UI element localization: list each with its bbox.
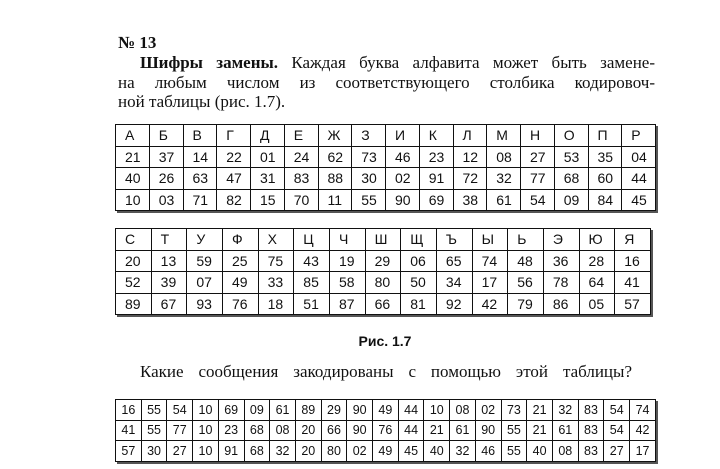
encoded-message-cell: 10: [424, 400, 450, 421]
code-cell: 87: [329, 293, 365, 315]
letter-cell: Е: [284, 125, 318, 147]
encoded-message-cell: 55: [501, 420, 527, 441]
encoded-message-cell: 08: [270, 420, 296, 441]
encoded-message-cell: 90: [347, 400, 373, 421]
table-row: [116, 168, 656, 190]
encoded-message-cell: 80: [321, 441, 347, 462]
code-cell: 74: [472, 250, 508, 272]
encoded-message-cell: 83: [578, 420, 604, 441]
letter-cell: Ф: [222, 229, 258, 251]
code-cell: 67: [151, 293, 187, 315]
letter-cell: Щ: [401, 229, 437, 251]
code-cell: 19: [329, 250, 365, 272]
code-cell: 54: [521, 189, 555, 211]
code-cell: 44: [622, 168, 656, 190]
encoded-messages-table: [115, 399, 656, 462]
code-cell: 93: [187, 293, 223, 315]
letter-cell: Р: [622, 125, 656, 147]
letter-cell: Ь: [508, 229, 544, 251]
code-cell: 48: [508, 250, 544, 272]
encoded-message-cell: 73: [501, 400, 527, 421]
code-cell: 37: [149, 146, 183, 168]
code-cell: 49: [222, 272, 258, 294]
letter-cell: Ш: [365, 229, 401, 251]
code-cell: 29: [365, 250, 401, 272]
exercise-number: № 13: [118, 33, 157, 52]
encoded-message-cell: 27: [167, 441, 193, 462]
letter-cell: Ц: [294, 229, 330, 251]
encoded-message-cell: 20: [295, 420, 321, 441]
encoded-message-cell: 61: [270, 400, 296, 421]
code-cell: 31: [251, 168, 285, 190]
encoded-message-cell: 32: [270, 441, 296, 462]
code-cell: 18: [258, 293, 294, 315]
code-cell: 52: [116, 272, 152, 294]
encoded-message-cell: 17: [630, 441, 656, 462]
code-cell: 33: [258, 272, 294, 294]
letter-cell: В: [183, 125, 217, 147]
code-cell: 78: [543, 272, 579, 294]
exercise-text-line: [118, 53, 655, 73]
table-row: [116, 250, 651, 272]
code-cell: 61: [487, 189, 521, 211]
table-row: [116, 420, 656, 441]
code-cell: 58: [329, 272, 365, 294]
code-cell: 40: [116, 168, 150, 190]
encoded-message-cell: 66: [321, 420, 347, 441]
encoded-message-cell: 90: [347, 420, 373, 441]
code-cell: 84: [588, 189, 622, 211]
letter-cell: П: [588, 125, 622, 147]
code-cell: 69: [419, 189, 453, 211]
encoded-message-cell: 77: [167, 420, 193, 441]
encoded-message-cell: 44: [398, 420, 424, 441]
encoded-message-cell: 08: [450, 400, 476, 421]
code-cell: 34: [436, 272, 472, 294]
code-cell: 36: [543, 250, 579, 272]
exercise-text-line: ной таблицы (рис. 1.7).: [118, 92, 286, 111]
code-cell: 64: [579, 272, 615, 294]
code-cell: 55: [352, 189, 386, 211]
cipher-table-top: [115, 124, 656, 211]
code-cell: 85: [294, 272, 330, 294]
code-cell: 62: [318, 146, 352, 168]
encoded-message-cell: 21: [527, 420, 553, 441]
letter-cell: Ч: [329, 229, 365, 251]
encoded-message-cell: 90: [475, 420, 501, 441]
encoded-message-cell: 02: [347, 441, 373, 462]
letter-cell: З: [352, 125, 386, 147]
code-cell: 39: [151, 272, 187, 294]
code-cell: 92: [436, 293, 472, 315]
code-cell: 26: [149, 168, 183, 190]
code-cell: 47: [217, 168, 251, 190]
code-cell: 38: [453, 189, 487, 211]
code-cell: 72: [453, 168, 487, 190]
table-row: [116, 441, 656, 462]
cipher-table-bottom: [115, 228, 651, 315]
code-cell: 43: [294, 250, 330, 272]
encoded-message-cell: 83: [578, 441, 604, 462]
code-cell: 17: [472, 272, 508, 294]
encoded-message-cell: 46: [475, 441, 501, 462]
letter-cell: Г: [217, 125, 251, 147]
encoded-message-cell: 30: [141, 441, 167, 462]
code-cell: 08: [487, 146, 521, 168]
letters-row: [116, 229, 651, 251]
letter-cell: О: [554, 125, 588, 147]
question-text: Какие сообщения закодированы с помощью этой таблицы?: [140, 362, 632, 381]
encoded-message-cell: 20: [295, 441, 321, 462]
code-cell: 07: [187, 272, 223, 294]
encoded-message-cell: 40: [424, 441, 450, 462]
encoded-message-cell: 55: [141, 420, 167, 441]
letter-cell: Ъ: [436, 229, 472, 251]
letter-cell: С: [116, 229, 152, 251]
encoded-message-cell: 54: [167, 400, 193, 421]
encoded-message-cell: 27: [604, 441, 630, 462]
exercise-text: [118, 53, 655, 112]
encoded-message-cell: 23: [218, 420, 244, 441]
letter-cell: А: [116, 125, 150, 147]
code-cell: 50: [401, 272, 437, 294]
code-cell: 46: [386, 146, 420, 168]
code-cell: 22: [217, 146, 251, 168]
encoded-message-cell: 91: [218, 441, 244, 462]
code-cell: 32: [487, 168, 521, 190]
encoded-message-cell: 32: [552, 400, 578, 421]
code-cell: 01: [251, 146, 285, 168]
code-cell: 11: [318, 189, 352, 211]
encoded-message-cell: 55: [501, 441, 527, 462]
code-cell: 12: [453, 146, 487, 168]
encoded-message-cell: 49: [373, 400, 399, 421]
table-row: [116, 293, 651, 315]
letter-cell: И: [386, 125, 420, 147]
encoded-message-cell: 61: [450, 420, 476, 441]
code-cell: 13: [151, 250, 187, 272]
code-cell: 90: [386, 189, 420, 211]
encoded-message-cell: 02: [475, 400, 501, 421]
exercise-text-line: на любым числом из соответствующего столбика кодировоч-: [118, 72, 655, 92]
code-cell: 73: [352, 146, 386, 168]
code-cell: 83: [284, 168, 318, 190]
encoded-message-cell: 10: [193, 420, 219, 441]
encoded-message-cell: 57: [116, 441, 142, 462]
letter-cell: Л: [453, 125, 487, 147]
encoded-message-cell: 68: [244, 420, 270, 441]
encoded-message-cell: 41: [116, 420, 142, 441]
code-cell: 03: [149, 189, 183, 211]
code-cell: 70: [284, 189, 318, 211]
encoded-message-cell: 09: [244, 400, 270, 421]
letter-cell: У: [187, 229, 223, 251]
code-cell: 59: [187, 250, 223, 272]
encoded-message-cell: 40: [527, 441, 553, 462]
code-cell: 71: [183, 189, 217, 211]
code-cell: 42: [472, 293, 508, 315]
letter-cell: Х: [258, 229, 294, 251]
code-cell: 76: [222, 293, 258, 315]
code-cell: 30: [352, 168, 386, 190]
code-cell: 80: [365, 272, 401, 294]
code-cell: 91: [419, 168, 453, 190]
code-cell: 20: [116, 250, 152, 272]
code-cell: 06: [401, 250, 437, 272]
code-cell: 27: [521, 146, 555, 168]
encoded-message-cell: 10: [193, 400, 219, 421]
letter-cell: Ы: [472, 229, 508, 251]
letter-cell: Д: [251, 125, 285, 147]
code-cell: 51: [294, 293, 330, 315]
encoded-message-cell: 76: [373, 420, 399, 441]
encoded-message-cell: 83: [578, 400, 604, 421]
code-cell: 14: [183, 146, 217, 168]
encoded-message-cell: 55: [141, 400, 167, 421]
code-cell: 53: [554, 146, 588, 168]
code-cell: 75: [258, 250, 294, 272]
code-cell: 88: [318, 168, 352, 190]
encoded-message-cell: 74: [630, 400, 656, 421]
letter-cell: Э: [543, 229, 579, 251]
code-cell: 10: [116, 189, 150, 211]
letter-cell: К: [419, 125, 453, 147]
letter-cell: Я: [615, 229, 651, 251]
encoded-message-cell: 45: [398, 441, 424, 462]
table-row: [116, 146, 656, 168]
encoded-message-cell: 54: [604, 420, 630, 441]
code-cell: 41: [615, 272, 651, 294]
code-cell: 86: [543, 293, 579, 315]
code-cell: 63: [183, 168, 217, 190]
letter-cell: Ж: [318, 125, 352, 147]
exercise-text-fragment: Каждая буква алфавита может быть замене-: [291, 53, 655, 72]
code-cell: 15: [251, 189, 285, 211]
code-cell: 09: [554, 189, 588, 211]
letter-cell: Ю: [579, 229, 615, 251]
encoded-message-cell: 21: [527, 400, 553, 421]
code-cell: 04: [622, 146, 656, 168]
code-cell: 23: [419, 146, 453, 168]
code-cell: 82: [217, 189, 251, 211]
encoded-message-cell: 49: [373, 441, 399, 462]
figure-caption: Рис. 1.7: [358, 333, 412, 349]
code-cell: 16: [615, 250, 651, 272]
encoded-message-cell: 54: [604, 400, 630, 421]
code-cell: 60: [588, 168, 622, 190]
table-row: [116, 189, 656, 211]
table-row: [116, 400, 656, 421]
table-row: [116, 272, 651, 294]
encoded-message-cell: 10: [193, 441, 219, 462]
encoded-message-cell: 16: [116, 400, 142, 421]
code-cell: 35: [588, 146, 622, 168]
code-cell: 24: [284, 146, 318, 168]
letter-cell: Т: [151, 229, 187, 251]
code-cell: 45: [622, 189, 656, 211]
letter-cell: Н: [521, 125, 555, 147]
code-cell: 89: [116, 293, 152, 315]
encoded-message-cell: 21: [424, 420, 450, 441]
code-cell: 77: [521, 168, 555, 190]
encoded-message-cell: 08: [552, 441, 578, 462]
encoded-message-cell: 68: [244, 441, 270, 462]
encoded-message-cell: 89: [295, 400, 321, 421]
code-cell: 56: [508, 272, 544, 294]
exercise-title-bold: Шифры замены.: [140, 53, 279, 72]
encoded-message-cell: 42: [630, 420, 656, 441]
code-cell: 65: [436, 250, 472, 272]
code-cell: 25: [222, 250, 258, 272]
letter-cell: М: [487, 125, 521, 147]
code-cell: 81: [401, 293, 437, 315]
encoded-message-cell: 61: [552, 420, 578, 441]
code-cell: 02: [386, 168, 420, 190]
encoded-message-cell: 29: [321, 400, 347, 421]
code-cell: 28: [579, 250, 615, 272]
code-cell: 66: [365, 293, 401, 315]
encoded-message-cell: 44: [398, 400, 424, 421]
letter-cell: Б: [149, 125, 183, 147]
letters-row: [116, 125, 656, 147]
encoded-message-cell: 69: [218, 400, 244, 421]
code-cell: 79: [508, 293, 544, 315]
code-cell: 57: [615, 293, 651, 315]
code-cell: 05: [579, 293, 615, 315]
code-cell: 68: [554, 168, 588, 190]
code-cell: 21: [116, 146, 150, 168]
encoded-message-cell: 32: [450, 441, 476, 462]
